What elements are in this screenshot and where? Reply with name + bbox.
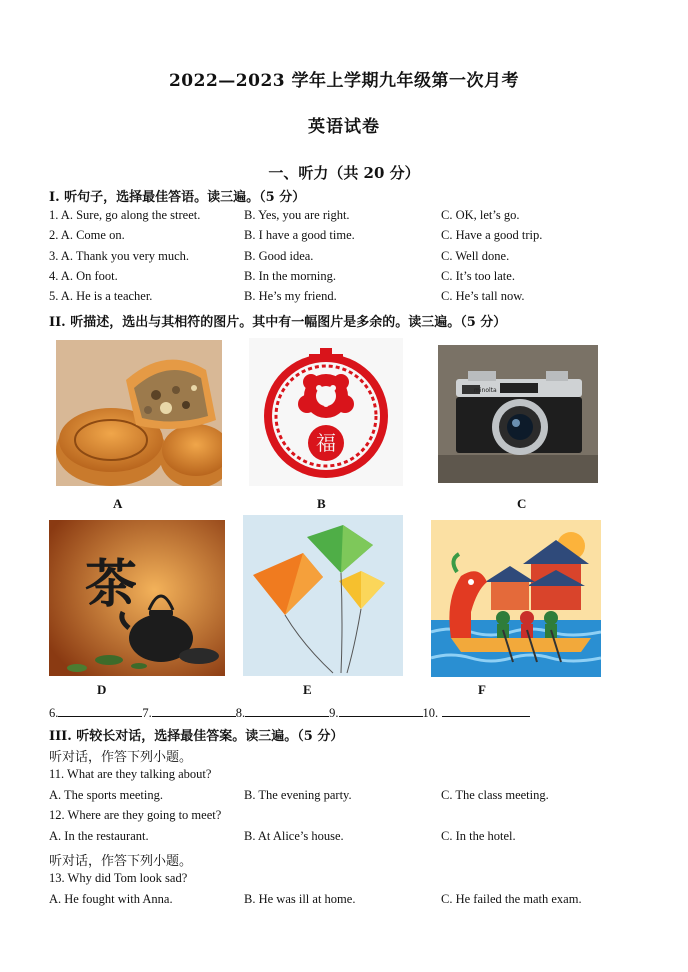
question-12: 12. Where are they going to meet?: [49, 808, 222, 822]
option-c: C. Well done.: [441, 249, 510, 263]
answer-blank[interactable]: [58, 704, 142, 717]
blank-number: 8.: [235, 706, 246, 720]
option-c: C. It’s too late.: [441, 269, 515, 283]
option-c: C. In the hotel.: [441, 829, 516, 843]
answer-blank[interactable]: [339, 704, 423, 717]
option-a: 1. A. Sure, go along the street.: [49, 208, 201, 222]
question-13: 13. Why did Tom look sad?: [49, 871, 188, 885]
option-c: C. He failed the math exam.: [441, 892, 582, 906]
dragon-boat-picture: [431, 520, 601, 677]
answer-blank[interactable]: [152, 704, 236, 717]
blank-number: 7.: [142, 706, 152, 720]
option-a: A. The sports meeting.: [49, 788, 163, 802]
picture-label-d: D: [97, 682, 107, 697]
option-a: 4. A. On foot.: [49, 269, 118, 283]
part2-heading: II. 听描述，选出与其相符的图片。其中有一幅图片是多余的。读三遍。（5 分）: [49, 315, 507, 330]
dialog-intro: 听对话，作答下列小题。: [49, 854, 193, 869]
option-b: B. Yes, you are right.: [244, 208, 350, 222]
exam-subtitle: 英语试卷: [308, 117, 380, 137]
paper-cut-picture: [249, 338, 403, 486]
option-a: A. In the restaurant.: [49, 829, 149, 843]
option-b: B. At Alice’s house.: [244, 829, 344, 843]
part1-heading: I. 听句子，选择最佳答语。读三遍。（5 分）: [49, 190, 306, 205]
picture-label-a: A: [113, 496, 123, 511]
option-a: A. He fought with Anna.: [49, 892, 173, 906]
option-a: 2. A. Come on.: [49, 228, 125, 242]
camera-picture: [438, 345, 598, 483]
part3-heading: III. 听较长对话，选择最佳答案。读三遍。（5 分）: [49, 729, 344, 744]
option-c: C. He’s tall now.: [441, 289, 525, 303]
picture-label-f: F: [478, 682, 486, 697]
exam-title: 2022—2023 学年上学期九年级第一次月考: [168, 71, 520, 91]
blank-number: 6.: [49, 706, 59, 720]
answer-blanks-row: [49, 704, 530, 721]
fu-character: 福: [316, 431, 336, 455]
tea-picture: [49, 520, 225, 676]
dialog-intro: 听对话，作答下列小题。: [49, 750, 193, 765]
picture-label-e: E: [303, 682, 312, 697]
picture-label-b: B: [317, 496, 326, 511]
option-b: B. The evening party.: [244, 788, 352, 802]
picture-label-c: C: [517, 496, 527, 511]
tea-character: 茶: [85, 554, 138, 615]
section-listening-heading: 一、听力（共 20 分）: [268, 164, 420, 182]
camera-brand-text: minolta: [474, 387, 497, 394]
option-b: B. In the morning.: [244, 269, 337, 283]
option-b: B. He was ill at home.: [244, 892, 356, 906]
option-a: 3. A. Thank you very much.: [49, 249, 190, 263]
option-c: C. Have a good trip.: [441, 228, 543, 242]
option-b: B. He’s my friend.: [244, 289, 337, 303]
answer-blank[interactable]: [442, 704, 530, 717]
blank-number: 10.: [422, 706, 439, 720]
answer-blank[interactable]: [245, 704, 329, 717]
mooncake-picture: [56, 340, 222, 486]
blank-number: 9.: [329, 706, 339, 720]
option-b: B. Good idea.: [244, 249, 314, 263]
option-b: B. I have a good time.: [244, 228, 355, 242]
question-11: 11. What are they talking about?: [49, 767, 212, 781]
option-c: C. OK, let’s go.: [441, 208, 520, 222]
kites-picture: [243, 515, 403, 676]
option-c: C. The class meeting.: [441, 788, 549, 802]
option-a: 5. A. He is a teacher.: [49, 289, 153, 303]
